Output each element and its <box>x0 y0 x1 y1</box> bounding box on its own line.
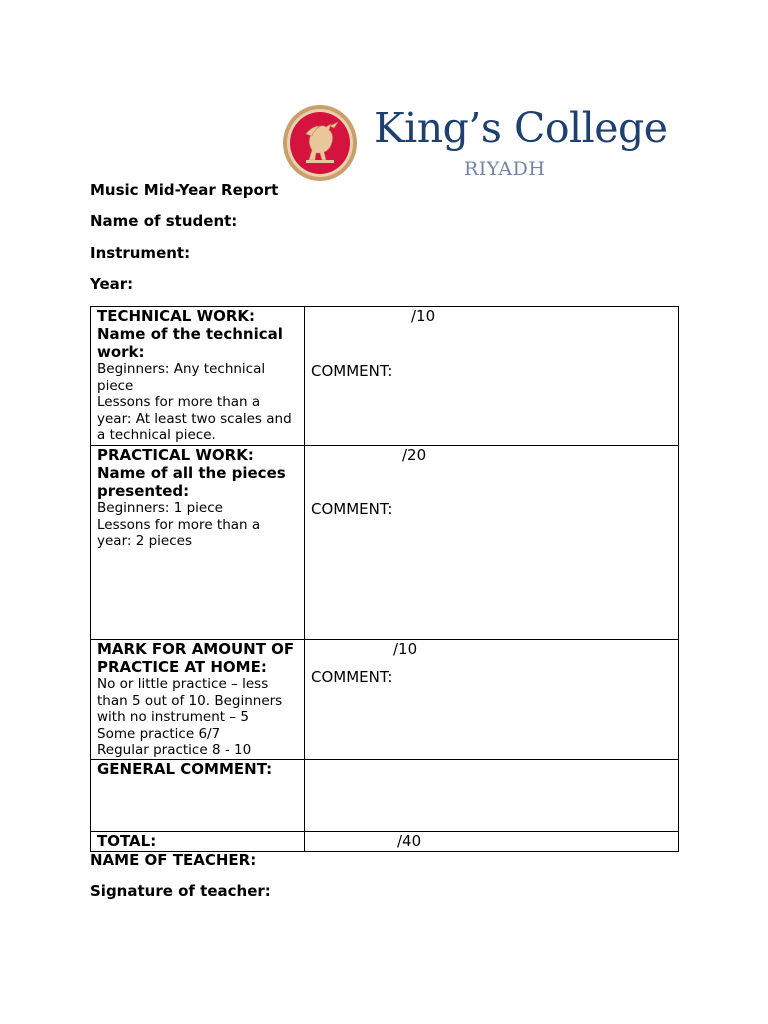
teacher-signature-label: Signature of teacher: <box>90 882 271 900</box>
practice-note: Regular practice 8 - 10 <box>97 742 252 759</box>
technical-label-cell <box>91 307 305 446</box>
general-comment-heading: GENERAL COMMENT: <box>97 760 273 778</box>
total-heading: TOTAL: <box>97 832 157 850</box>
table-row-general-comment <box>91 760 679 832</box>
year-label: Year: <box>90 275 134 293</box>
practical-mark: /20 <box>402 446 427 464</box>
practice-heading: MARK FOR AMOUNT OF PRACTICE AT HOME: <box>97 640 295 676</box>
report-table <box>90 306 679 852</box>
technical-subheading: Name of the technical work: <box>97 325 283 361</box>
technical-mark-cell[interactable] <box>305 307 679 446</box>
general-comment-cell[interactable] <box>305 760 679 832</box>
technical-mark: /10 <box>411 307 436 325</box>
practical-comment-label: COMMENT: <box>311 500 393 518</box>
college-city: RIYADH <box>464 158 546 180</box>
table-row-total <box>91 832 679 852</box>
practice-label-cell <box>91 640 305 760</box>
technical-comment-label: COMMENT: <box>311 362 393 380</box>
liver-bird-crest-icon <box>282 104 358 182</box>
table-row-technical <box>91 307 679 446</box>
total-mark: /40 <box>397 832 422 850</box>
practice-comment-label: COMMENT: <box>311 668 393 686</box>
practical-note: Beginners: 1 piece <box>97 500 223 516</box>
teacher-name-label: NAME OF TEACHER: <box>90 851 257 869</box>
practice-mark-cell[interactable] <box>305 640 679 760</box>
table-row-practice-at-home <box>91 640 679 760</box>
report-title: Music Mid-Year Report <box>90 181 279 199</box>
college-name: King’s College <box>374 104 668 152</box>
technical-note: Lessons for more than a year: At least two scales and a technical piece. <box>97 394 292 444</box>
practice-note: Some practice 6/7 <box>97 725 221 742</box>
practice-mark: /10 <box>393 640 418 658</box>
practical-label-cell <box>91 446 305 640</box>
total-label-cell <box>91 832 305 852</box>
student-name-label: Name of student: <box>90 212 238 230</box>
college-logo <box>282 104 668 184</box>
technical-heading: TECHNICAL WORK: <box>97 307 256 325</box>
technical-note: Beginners: Any technical piece <box>97 361 266 394</box>
instrument-label: Instrument: <box>90 244 191 262</box>
practical-heading: PRACTICAL WORK: <box>97 446 254 464</box>
practical-subheading: Name of all the pieces presented: <box>97 464 286 500</box>
practical-note: Lessons for more than a year: 2 pieces <box>97 516 261 550</box>
practical-mark-cell[interactable] <box>305 446 679 640</box>
table-row-practical <box>91 446 679 640</box>
general-comment-label-cell <box>91 760 305 832</box>
total-mark-cell[interactable] <box>305 832 679 852</box>
practice-note: No or little practice – less than 5 out of 10. Beginners with no instrument – 5 <box>97 676 283 726</box>
